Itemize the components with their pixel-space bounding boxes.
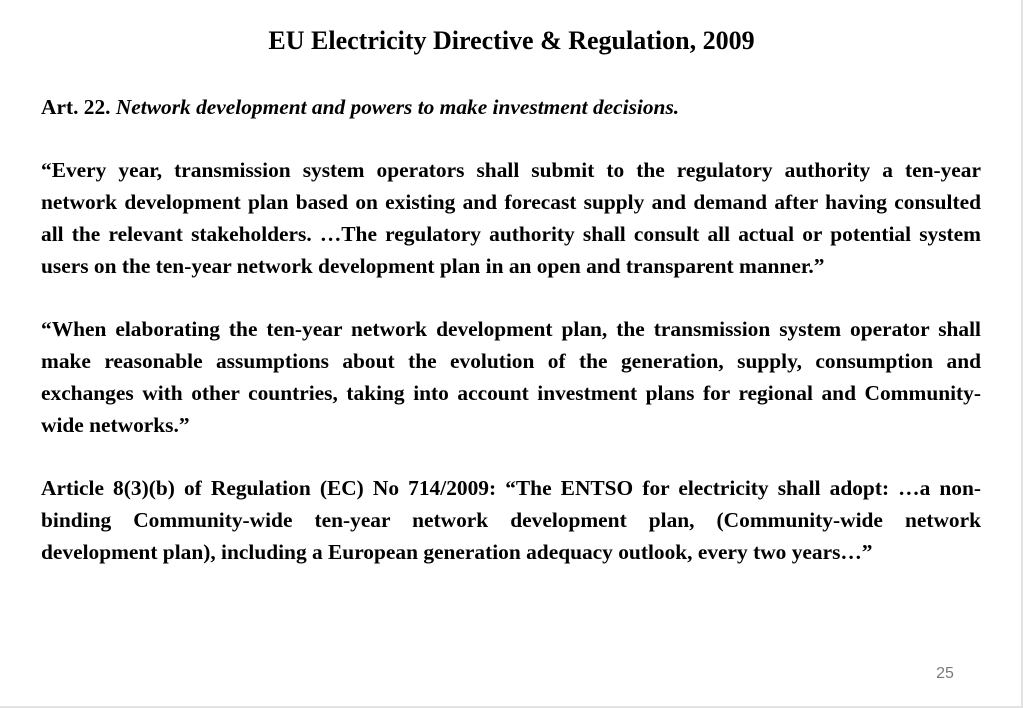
regulation-paragraph: Article 8(3)(b) of Regulation (EC) No 714/2009: “The ENTSO for electricity shall adopt: …a non-binding Community-wide ten-year network development plan, (Community-wide network development plan), including a European generation adequacy outlook, every two years…”	[41, 476, 981, 564]
article-label: Art. 22.	[41, 95, 111, 119]
quote-paragraph-1: “Every year, transmission system operators shall submit to the regulatory authority a ten-year network development plan based on existing and forecast supply and demand after having consulted all the relevant stakeholders. …The regulatory authority shall consult all actual or potential system users on the ten-year network development plan in an open and transparent manner.”	[41, 158, 981, 278]
slide-body	[41, 91, 981, 599]
page-number: 25	[936, 665, 954, 682]
article-title: Network development and powers to make investment decisions.	[115, 95, 680, 119]
slide-title: EU Electricity Directive & Regulation, 2009	[268, 26, 755, 55]
article-heading	[41, 91, 981, 123]
quote-paragraph-2: “When elaborating the ten-year network development plan, the transmission system operator shall make reasonable assumptions about the evolution of the generation, supply, consumption and exchanges with other countries, taking into account investment plans for regional and Community-wide networks.”	[41, 317, 981, 437]
